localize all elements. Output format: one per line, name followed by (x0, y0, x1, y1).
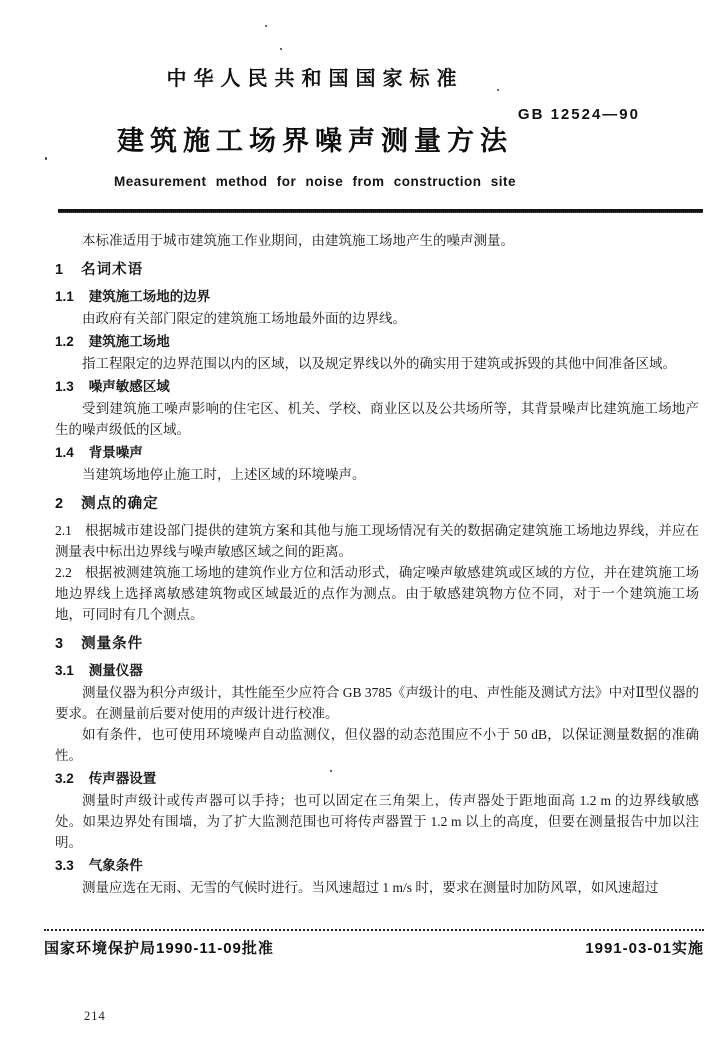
paragraph (55, 724, 699, 766)
block-text: 由政府有关部门限定的建筑施工场地最外面的边界线。 (82, 311, 406, 326)
intro-paragraph (55, 230, 699, 251)
chapter-heading (55, 260, 699, 281)
document-footer (44, 937, 704, 958)
document-header (0, 0, 630, 189)
scan-speck (45, 157, 47, 160)
block-number: 2 (55, 496, 64, 512)
block-text: 受到建筑施工噪声影响的住宅区、机关、学校、商业区以及公共场所等，其背景噪声比建筑施工场地产生的噪声级低的区域。 (55, 401, 699, 437)
block-number: 3.3 (55, 858, 74, 873)
block-title: 测点的确定 (81, 496, 159, 512)
block-text: 测量时声级计或传声器可以手持；也可以固定在三角架上，传声器处于距地面高 1.2 m 的边界线敏感处。如果边界处有围墙，为了扩大监测范围也可将传声器置于 1.2 m 以上的高度，但要在测量报告中加以注明。 (55, 793, 699, 850)
implementation-text: 1991-03-01实施 (585, 940, 704, 957)
standard-label: 中华人民共和国国家标准 (166, 68, 464, 90)
block-title: 建筑施工场地 (88, 334, 170, 349)
block-text: 指工程限定的边界范围以内的区域，以及规定界线以外的确实用于建筑或拆毁的其他中间准备区域。 (82, 356, 676, 371)
block-title: 建筑施工场地的边界 (88, 289, 211, 304)
paragraph (55, 353, 699, 374)
standard-number: GB 12524—90 (517, 106, 640, 123)
block-title: 测量仪器 (88, 663, 143, 678)
block-title: 测量条件 (81, 636, 144, 652)
block-text: 根据城市建设部门提供的建筑方案和其他与施工现场情况有关的数据确定建筑施工场地边界线，并应在测量表中标出边界线与噪声敏感区域之间的距离。 (55, 523, 699, 559)
scan-speck (265, 25, 267, 27)
scan-speck (280, 48, 282, 50)
header-rule (58, 209, 703, 213)
scan-speck (330, 770, 332, 772)
block-text: 本标准适用于城市建筑施工作业期间，由建筑施工场地产生的噪声测量。 (82, 233, 514, 248)
subsection-heading (55, 286, 699, 307)
block-number: 1.2 (55, 334, 74, 349)
block-number: 1.4 (55, 445, 74, 460)
block-number: 3.2 (55, 771, 74, 786)
paragraph (55, 790, 699, 853)
numbered-paragraph (55, 520, 699, 562)
subsection-heading (55, 331, 699, 352)
paragraph (55, 308, 699, 329)
paragraph (55, 398, 699, 440)
paragraph (55, 877, 699, 898)
document-title: 建筑施工场界噪声测量方法 (117, 126, 513, 156)
block-number: 1.1 (55, 289, 74, 304)
paragraph (55, 464, 699, 485)
chapter-heading (55, 634, 699, 655)
subsection-heading (55, 855, 699, 876)
document-body (55, 230, 699, 898)
scan-speck (497, 89, 499, 91)
subsection-heading (55, 376, 699, 397)
block-text: 测量仪器为积分声级计，其性能至少应符合 GB 3785《声级计的电、声性能及测试方法》中对Ⅱ型仪器的要求。在测量前后要对使用的声级计进行校准。 (55, 685, 699, 721)
subsection-heading (55, 442, 699, 463)
subsection-heading (55, 768, 699, 789)
block-text: 如有条件，也可使用环境噪声自动监测仪，但仪器的动态范围应不小于 50 dB，以保证测量数据的准确性。 (55, 727, 699, 763)
block-number: 2.1 (55, 523, 72, 538)
footer-divider (44, 929, 704, 931)
block-number: 1 (55, 262, 64, 278)
block-number: 1.3 (55, 379, 74, 394)
block-number: 2.2 (55, 565, 72, 580)
block-number: 3.1 (55, 663, 74, 678)
block-text: 当建筑场地停止施工时，上述区域的环境噪声。 (82, 467, 366, 482)
approval-text: 国家环境保护局1990-11-09批准 (44, 940, 274, 957)
block-title: 名词术语 (81, 262, 144, 278)
block-number: 3 (55, 636, 64, 652)
block-title: 背景噪声 (88, 445, 143, 460)
block-text: 测量应选在无雨、无雪的气候时进行。当风速超过 1 m/s 时，要求在测量时加防风罩，如风速超过 (82, 880, 659, 895)
block-title: 噪声敏感区域 (88, 379, 170, 394)
block-title: 传声器设置 (88, 771, 157, 786)
paragraph (55, 682, 699, 724)
numbered-paragraph (55, 562, 699, 625)
subsection-heading (55, 660, 699, 681)
block-text: 根据被测建筑施工场地的建筑作业方位和活动形式，确定噪声敏感建筑或区域的方位，并在建筑施工场地边界线上选择离敏感建筑物或区域最近的点作为测点。由于敏感建筑物方位不同，对于一个建筑施工场地，可同时有几个测点。 (55, 565, 699, 622)
block-title: 气象条件 (88, 858, 143, 873)
chapter-heading (55, 494, 699, 515)
page-number: 214 (84, 1009, 106, 1023)
document-subtitle-en: Measurement method for noise from construction site (113, 174, 517, 189)
